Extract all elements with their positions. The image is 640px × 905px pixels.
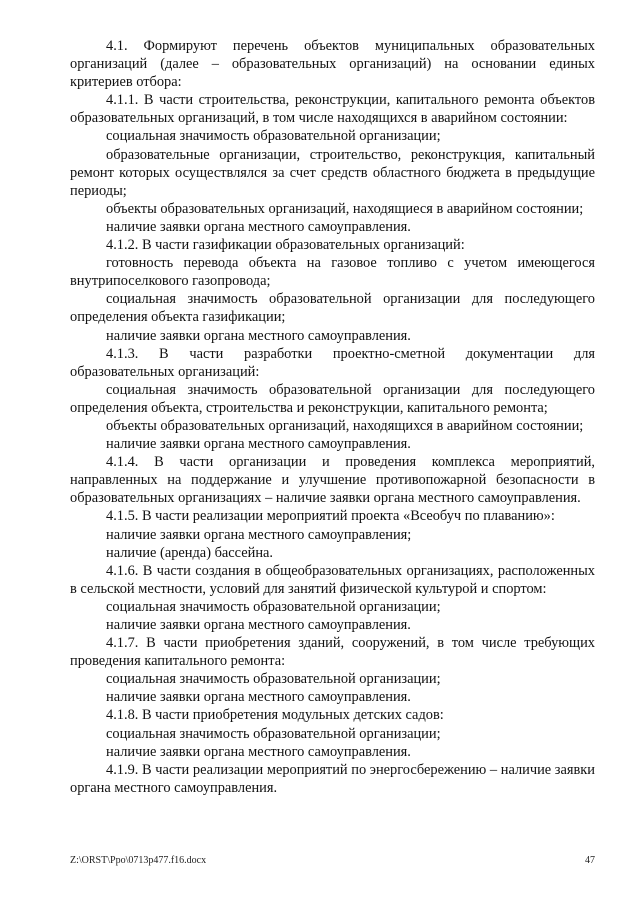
paragraph: готовность перевода объекта на газовое топливо с учетом имеющегося внутрипоселкового газопровода; [70,255,595,290]
paragraph: 4.1.1. В части строительства, реконструкции, капитального ремонта объектов образовательных организаций, в том числе находящихся в аварийном состоянии: [70,92,595,127]
paragraph: 4.1.5. В части реализации мероприятий проекта «Всеобуч по плаванию»: [106,508,555,525]
paragraph: наличие заявки органа местного самоуправления. [106,689,411,706]
paragraph: наличие заявки органа местного самоуправления. [106,327,411,344]
paragraph: 4.1.9. В части реализации мероприятий по энергосбережению – наличие заявки органа местного самоуправления. [70,761,595,796]
paragraph: социальная значимость образовательной организации; [106,598,441,615]
paragraph: 4.1.6. В части создания в общеобразовательных организациях, расположенных в сельской местности, условий для занятий физической культурой и спортом: [70,562,595,597]
file-path: Z:\ORST\Ppo\0713p477.f16.docx [70,855,207,866]
paragraph: наличие заявки органа местного самоуправления; [106,526,412,543]
paragraph: объекты образовательных организаций, находящиеся в аварийном состоянии; [106,200,584,217]
paragraph: наличие заявки органа местного самоуправления. [106,743,411,760]
paragraph: 4.1.3. В части разработки проектно-сметной документации для образовательных организаций: [70,345,595,380]
paragraph: 4.1.7. В части приобретения зданий, сооружений, в том числе требующих проведения капитального ремонта: [70,635,595,670]
paragraph: объекты образовательных организаций, находящихся в аварийном состоянии; [106,417,584,434]
paragraph: социальная значимость образовательной организации; [106,128,441,145]
paragraph: социальная значимость образовательной организации для последующего определения объекта, строительства и реконструкции, капитального ремонта; [70,381,595,416]
paragraph: 4.1. Формируют перечень объектов муниципальных образовательных организаций (далее – образовательных организаций) на основании единых критериев отбора: [70,38,595,91]
paragraph: 4.1.2. В части газификации образовательных организаций: [106,237,465,254]
paragraph: 4.1.8. В части приобретения модульных детских садов: [106,707,444,724]
paragraph: 4.1.4. В части организации и проведения комплекса мероприятий, направленных на поддержание и улучшение противопожарной безопасности в образовательных организациях – наличие заявки органа местного самоуправления. [70,454,595,507]
paragraph: наличие заявки органа местного самоуправления. [106,436,411,453]
paragraph: наличие (аренда) бассейна. [106,544,274,561]
page-number: 47 [585,855,595,866]
paragraph: наличие заявки органа местного самоуправления. [106,617,411,633]
paragraph: социальная значимость образовательной организации; [106,725,441,742]
paragraph: образовательные организации, строительство, реконструкция, капитальный ремонт которых осуществлялся за счет средств областного бюджета в предыдущие периоды; [70,146,595,199]
paragraph: социальная значимость образовательной организации для последующего определения объекта газификации; [70,291,595,326]
paragraph: социальная значимость образовательной организации; [106,671,441,688]
paragraph: наличие заявки органа местного самоуправления. [106,218,411,235]
document-body [70,37,595,797]
